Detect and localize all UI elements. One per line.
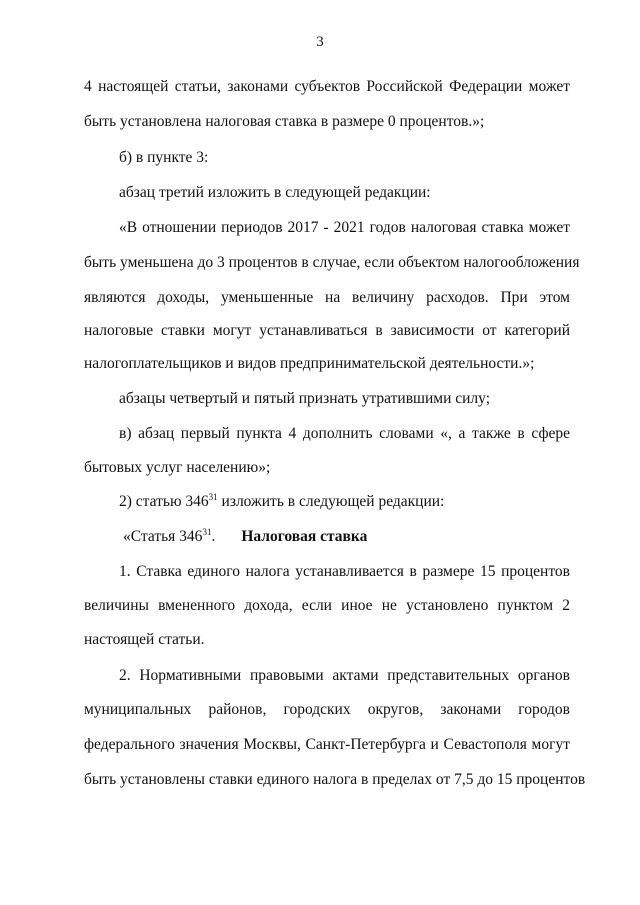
text-line: быть установлены ставки единого налога в пределах от 7,5 до 15 процентов — [84, 771, 586, 788]
text-line: налогоплательщиков и видов предпринимательской деятельности.»; — [84, 355, 535, 372]
text-line: федерального значения Москвы, Санкт-Петербурга и Севастополя могут — [84, 736, 570, 753]
page-number: 3 — [316, 34, 324, 50]
text-line: настоящей статьи. — [84, 631, 205, 648]
text-line: величины вмененного дохода, если иное не установлено пунктом 2 — [84, 597, 570, 614]
text-fragment: изложить в следующей редакции: — [217, 493, 445, 510]
text-fragment: 2) статью 346 — [119, 493, 209, 510]
text-line: являются доходы, уменьшенные на величину расходов. При этом — [84, 289, 570, 306]
text-line: 4 настоящей статьи, законами субъектов Российской Федерации может — [84, 78, 570, 95]
text-line: быть установлена налоговая ставка в размере 0 процентов.»; — [84, 113, 485, 130]
article-title: Налоговая ставка — [241, 528, 368, 545]
text-line: быть уменьшена до 3 процентов в случае, если объектом налогообложения — [84, 254, 580, 271]
text-line: 2. Нормативными правовыми актами представительных органов — [119, 667, 570, 684]
article-label: «Статья 346 — [123, 528, 203, 545]
text-line: б) в пункте 3: — [119, 149, 209, 166]
text-line: абзац третий изложить в следующей редакции: — [119, 184, 431, 201]
text-line: «В отношении периодов 2017 - 2021 годов налоговая ставка может — [119, 219, 570, 236]
text-line: муниципальных районов, городских округов, законами городов — [84, 701, 570, 718]
text-line: 1. Ставка единого налога устанавливается в размере 15 процентов — [119, 563, 570, 580]
article-heading — [123, 528, 367, 546]
text-line: налоговые ставки могут устанавливаться в зависимости от категорий — [84, 322, 570, 339]
text-line: в) абзац первый пункта 4 дополнить словами «, а также в сфере — [119, 425, 570, 442]
text-line — [119, 493, 444, 511]
superscript: 31 — [208, 491, 218, 502]
text-line: бытовых услуг населению»; — [84, 459, 271, 476]
article-dot: . — [211, 528, 216, 545]
superscript: 31 — [202, 526, 212, 537]
text-line: абзацы четвертый и пятый признать утратившими силу; — [119, 390, 491, 407]
